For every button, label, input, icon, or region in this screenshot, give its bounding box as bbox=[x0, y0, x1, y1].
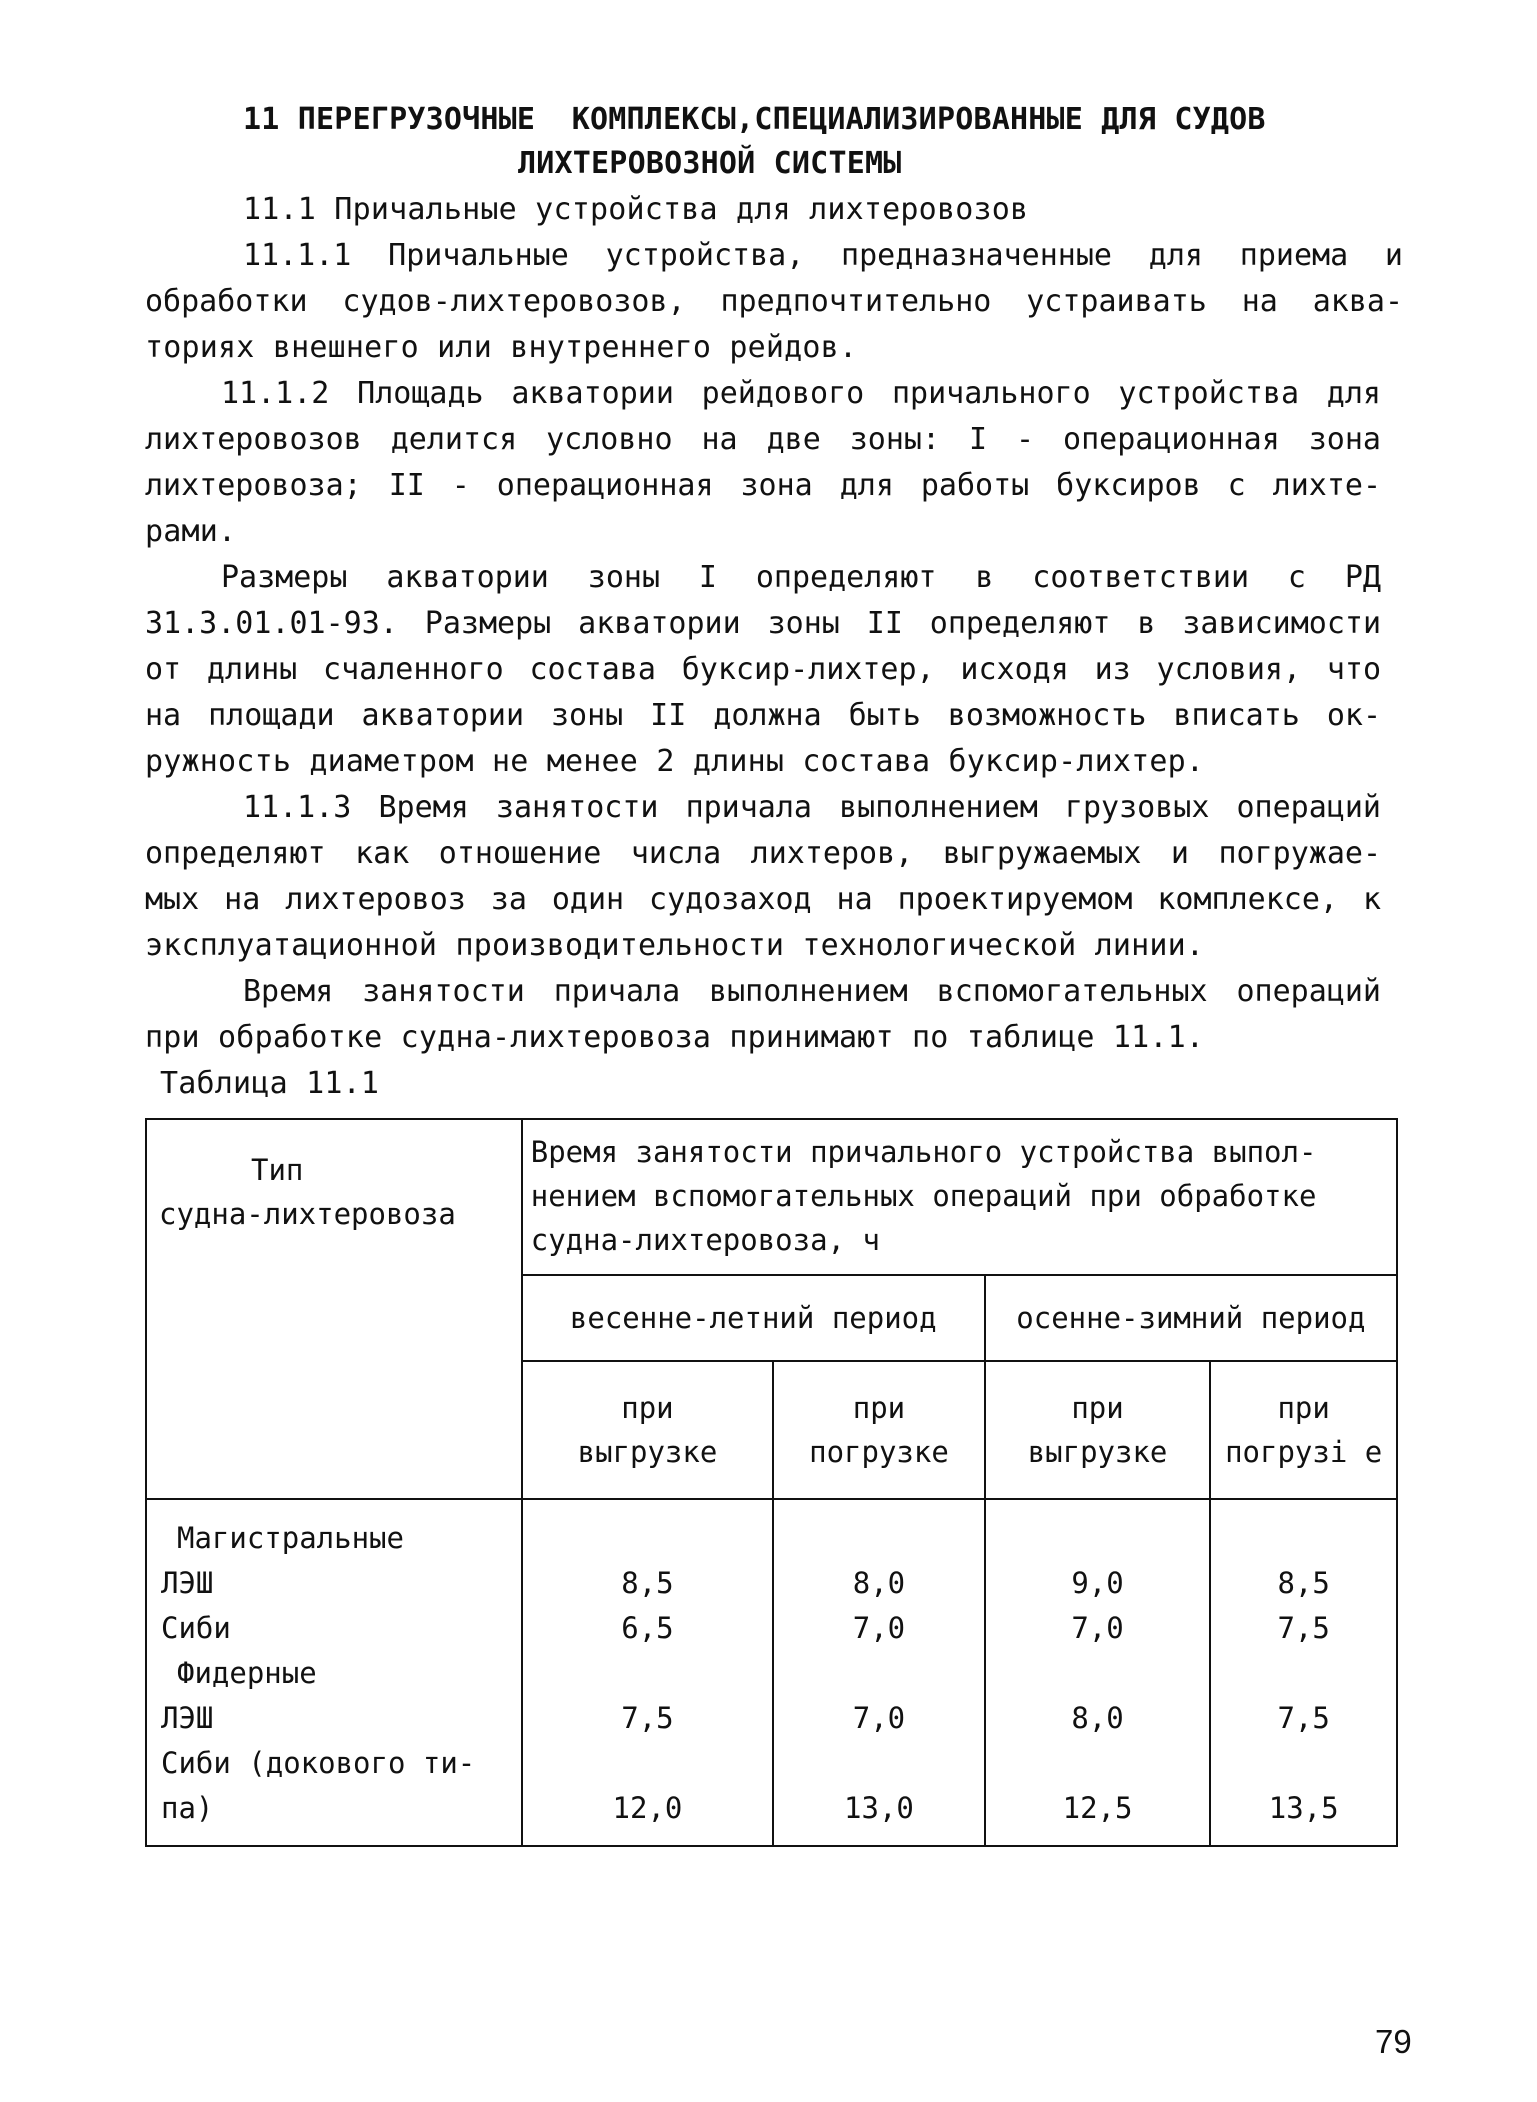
paragraph-aux-line1: Время занятости причала выполнением вспомогательных операций bbox=[243, 974, 1381, 1009]
paragraph-11-1-1-line2: обработки судов-лихтеровозов, предпочтительно устраивать на аква- bbox=[145, 284, 1403, 319]
table-cell bbox=[986, 1516, 1210, 1561]
values-spring-unloading bbox=[522, 1499, 773, 1846]
paragraph-sizes-line2: 31.3.01.01-93. Размеры акватории зоны II определяют в зависимости bbox=[145, 606, 1381, 641]
table-cell bbox=[523, 1651, 772, 1696]
values-autumn-unloading bbox=[985, 1499, 1211, 1846]
header-vessel-type-line1: Тип bbox=[251, 1153, 304, 1187]
table-cell: 8,0 bbox=[852, 1566, 906, 1600]
header-sub4-line2: погрузі е bbox=[1225, 1435, 1383, 1469]
table-cell bbox=[1211, 1741, 1396, 1786]
table-cell: 7,5 bbox=[621, 1701, 674, 1735]
table-cell: 8,5 bbox=[621, 1566, 674, 1600]
table-cell: 7,0 bbox=[852, 1701, 906, 1735]
table-cell: 12,0 bbox=[612, 1791, 683, 1825]
vessel-name: Сиби bbox=[161, 1611, 231, 1645]
header-occupancy-line1: Время занятости причального устройства выпол- bbox=[530, 1135, 1317, 1169]
table-cell bbox=[1211, 1516, 1396, 1561]
table-cell: 13,5 bbox=[1268, 1791, 1339, 1825]
table-cell: 7,5 bbox=[1277, 1611, 1330, 1645]
header-sub3-line2: выгрузке bbox=[1027, 1435, 1168, 1469]
header-occupancy-line3: судна-лихтеровоза, ч bbox=[530, 1223, 880, 1257]
vessel-names-column bbox=[146, 1499, 522, 1846]
table-cell bbox=[986, 1651, 1210, 1696]
paragraph-11-1-3-line1: 11.1.3 Время занятости причала выполнением грузовых операций bbox=[243, 790, 1381, 825]
vessel-name: па) bbox=[161, 1791, 214, 1825]
header-occupancy-line2: нением вспомогательных операций при обработке bbox=[530, 1179, 1317, 1213]
header-sub4-line1: при bbox=[1277, 1391, 1330, 1425]
paragraph-11-1-1-line1: 11.1.1 Причальные устройства, предназначенные для приема и bbox=[243, 238, 1403, 273]
vessel-name: ЛЭШ bbox=[161, 1566, 214, 1600]
table-cell: 8,0 bbox=[1071, 1701, 1124, 1735]
header-autumn-loading bbox=[1210, 1361, 1397, 1499]
header-sub1-line2: выгрузке bbox=[577, 1435, 718, 1469]
table-cell bbox=[774, 1516, 984, 1561]
table-cell bbox=[774, 1651, 984, 1696]
paragraph-11-1-3-line3: мых на лихтеровоз за один судозаход на проектируемом комплексе, к bbox=[145, 882, 1381, 917]
paragraph-11-1-2-line2: лихтеровозов делится условно на две зоны: I - операционная зона bbox=[145, 422, 1381, 457]
header-sub2-line1: при bbox=[852, 1391, 906, 1425]
paragraph-11-1-2-line3: лихтеровоза; II - операционная зона для работы буксиров с лихте- bbox=[145, 468, 1381, 503]
table-body-row bbox=[146, 1499, 1397, 1846]
subsection-title: 11.1 Причальные устройства для лихтеровозов bbox=[243, 192, 1029, 227]
table-cell bbox=[986, 1741, 1210, 1786]
section-heading-line1: 11 ПЕРЕГРУЗОЧНЫЕ КОМПЛЕКСЫ,СПЕЦИАЛИЗИРОВАННЫЕ ДЛЯ СУДОВ bbox=[243, 102, 1266, 137]
paragraph-11-1-2-line1: 11.1.2 Площадь акватории рейдового причального устройства для bbox=[221, 376, 1381, 411]
paragraph-sizes-line5: ружность диаметром не менее 2 длины состава буксир-лихтер. bbox=[145, 744, 1205, 779]
vessel-name: ЛЭШ bbox=[161, 1701, 214, 1735]
table-cell bbox=[774, 1741, 984, 1786]
paragraph-11-1-1-line3: ториях внешнего или внутреннего рейдов. bbox=[145, 330, 858, 365]
header-sub1-line1: при bbox=[621, 1391, 674, 1425]
header-spring-loading bbox=[773, 1361, 985, 1499]
table-cell: 13,0 bbox=[844, 1791, 914, 1825]
paragraph-sizes-line3: от длины счаленного состава буксир-лихтер, исходя из условия, что bbox=[145, 652, 1381, 687]
values-spring-loading bbox=[773, 1499, 985, 1846]
table-cell: 8,5 bbox=[1277, 1566, 1330, 1600]
paragraph-sizes-line4: на площади акватории зоны II должна быть возможность вписать ок- bbox=[145, 698, 1381, 733]
paragraph-aux-line2: при обработке судна-лихтеровоза принимают по таблице 11.1. bbox=[145, 1020, 1205, 1055]
table-cell bbox=[523, 1741, 772, 1786]
paragraph-11-1-3-line4: эксплуатационной производительности технологической линии. bbox=[145, 928, 1205, 963]
table-cell: 7,0 bbox=[852, 1611, 906, 1645]
header-sub2-line2: погрузке bbox=[809, 1435, 949, 1469]
header-spring-unloading bbox=[522, 1361, 773, 1499]
paragraph-11-1-3-line2: определяют как отношение числа лихтеров, выгружаемых и погружае- bbox=[145, 836, 1381, 871]
page-number: 79 bbox=[1375, 2023, 1412, 2060]
header-occupancy-time bbox=[522, 1119, 1397, 1275]
table-cell: 7,0 bbox=[1071, 1611, 1124, 1645]
table-cell bbox=[1211, 1651, 1396, 1696]
table-cell: 12,5 bbox=[1062, 1791, 1133, 1825]
vessel-name: Сиби (докового ти- bbox=[161, 1746, 476, 1780]
header-autumn-winter: осенне-зимний период bbox=[985, 1275, 1397, 1361]
table-cell: 7,5 bbox=[1277, 1701, 1330, 1735]
table-header-row bbox=[146, 1119, 1397, 1275]
header-vessel-type bbox=[146, 1119, 522, 1499]
table-11-1 bbox=[145, 1118, 1398, 1847]
header-spring-summer: весенне-летний период bbox=[522, 1275, 985, 1361]
table-caption: Таблица 11.1 bbox=[160, 1066, 380, 1101]
header-sub3-line1: при bbox=[1071, 1391, 1124, 1425]
paragraph-11-1-2-line4: рами. bbox=[145, 514, 237, 549]
section-heading-line2: ЛИХТЕРОВОЗНОЙ СИСТЕМЫ bbox=[518, 146, 902, 181]
header-vessel-type-line2: судна-лихтеровоза bbox=[159, 1197, 456, 1231]
table-cell bbox=[523, 1516, 772, 1561]
paragraph-sizes-line1: Размеры акватории зоны I определяют в соответствии с РД bbox=[221, 560, 1381, 595]
group-label-trunk: Магистральные bbox=[177, 1521, 404, 1555]
table-cell: 6,5 bbox=[621, 1611, 674, 1645]
table-cell: 9,0 bbox=[1071, 1566, 1124, 1600]
header-autumn-unloading bbox=[985, 1361, 1211, 1499]
values-autumn-loading bbox=[1210, 1499, 1397, 1846]
group-label-feeder: Фидерные bbox=[177, 1656, 317, 1690]
